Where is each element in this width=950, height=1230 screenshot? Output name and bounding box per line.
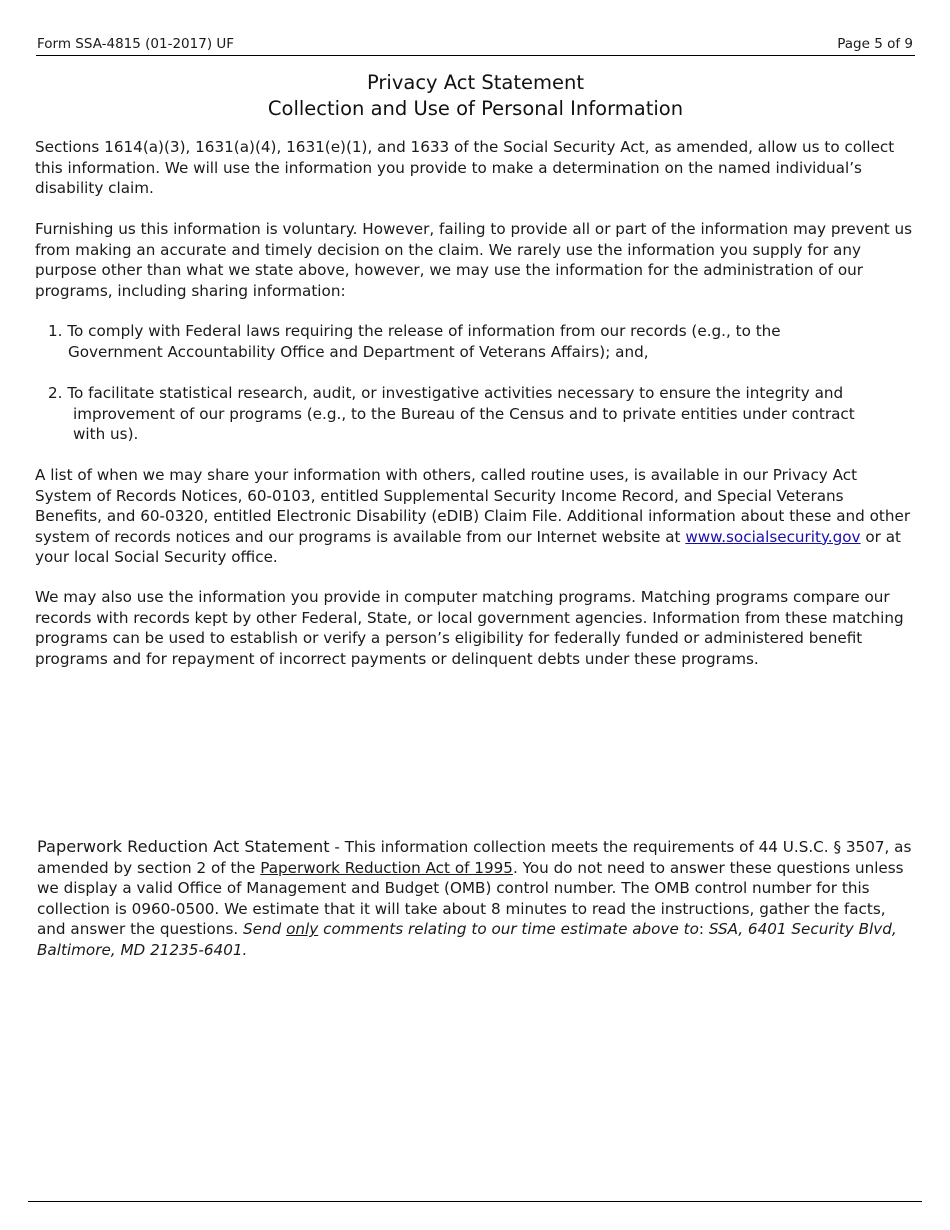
list-item-2-line3: with us). — [73, 425, 139, 444]
routine-uses-text-end: or at your local Social Security office. — [35, 527, 901, 567]
list-item-2-line1: 2. To facilitate statistical research, audit, or investigative activities necessary to ensure the integrity and — [48, 384, 844, 402]
footer-rule — [28, 1201, 922, 1202]
form-id: Form SSA-4815 (01-2017) UF — [37, 36, 235, 52]
privacy-paragraph-routine-uses — [35, 465, 915, 568]
paperwork-text-1: - This information collection meets the requirements of 44 U.S.C. § 3507, as amended by section 2 of the — [37, 838, 912, 877]
socialsecurity-link[interactable]: www.socialsecurity.gov — [685, 527, 861, 546]
paperwork-reduction-statement — [37, 837, 917, 961]
list-item-1 — [48, 321, 888, 362]
routine-uses-text: A list of when we may share your information with others, called routine uses, is available in our Privacy Act System of Records Notices, 60-0103, entitled Supplemental Security Income Record, and Special Veterans Benefits, and 60-0320, entitled Electronic Disability (eDIB) Claim File. Additional information about these and other system of records notices and our programs is available from our Internet website at — [35, 466, 911, 546]
paperwork-heading: Paperwork Reduction Act Statement — [37, 837, 330, 856]
paperwork-address: SSA, 6401 Security Blvd, Baltimore, MD 21235-6401. — [37, 920, 897, 959]
title-privacy-act: Privacy Act Statement — [367, 71, 584, 94]
page-header — [36, 36, 915, 56]
list-item-2-line2: improvement of our programs (e.g., to the Bureau of the Census and to private entities under contract — [73, 404, 855, 423]
page-number: Page 5 of 9 — [837, 36, 913, 52]
privacy-paragraph-voluntary: Furnishing us this information is voluntary. However, failing to provide all or part of the information may prevent us from making an accurate and timely decision on the claim. We rarely use the information you supply for any purpose other than what we state above, however, we may use the information for the administration of our programs, including sharing information: — [35, 220, 913, 300]
privacy-paragraph-authority: Sections 1614(a)(3), 1631(a)(4), 1631(e)(1), and 1633 of the Social Security Act, as amended, allow us to collect this information. We will use the information you provide to make a determination on the named individual’s disability claim. — [35, 138, 895, 198]
paperwork-act-name: Paperwork Reduction Act of 1995 — [260, 858, 513, 877]
list-item-1-line2: Government Accountability Office and Department of Veterans Affairs); and, — [68, 342, 649, 361]
title-collection-use: Collection and Use of Personal Information — [267, 97, 684, 120]
paperwork-text-2: . You do not need to answer these questions unless we display a valid Office of Management and Budget (OMB) control number. The OMB control number for this collection is 0960-0500. We estimate that it will take about 8 minutes to read the instructions, gather the facts, and answer the questions. — [37, 858, 904, 939]
list-item-1-line1: 1. To comply with Federal laws requiring the release of information from our records (e.g., to the — [48, 322, 781, 340]
paperwork-colon: : — [698, 920, 709, 939]
paperwork-italic-2: comments relating to our time estimate above to — [318, 920, 699, 939]
list-item-2 — [48, 383, 888, 445]
section-titles — [36, 70, 915, 122]
paperwork-italic-1: Send — [243, 920, 287, 939]
privacy-paragraph-matching: We may also use the information you provide in computer matching programs. Matching programs compare our records with records kept by other Federal, State, or local government agencies. Information from these matching programs can be used to establish or verify a person’s eligibility for federally funded or administered benefit programs and for repayment of incorrect payments or delinquent debts under these programs. — [35, 588, 904, 668]
paperwork-italic-only: only — [286, 920, 319, 939]
